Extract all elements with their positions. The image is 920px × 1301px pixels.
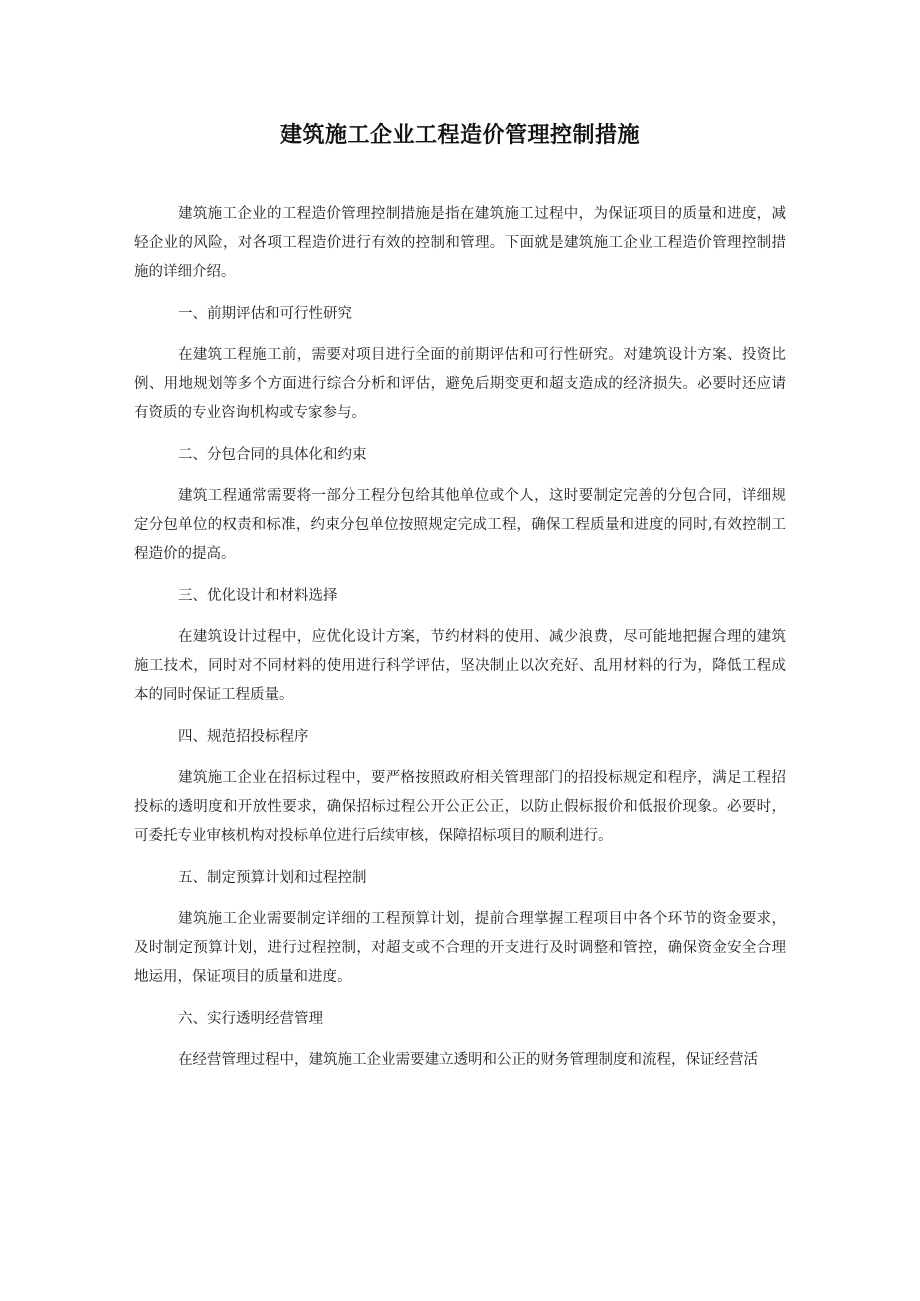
section-heading-4: 四、规范招投标程序 [178,729,309,745]
section-body-2: 建筑工程通常需要将一部分工程分包给其他单位或个人，这时要制定完善的分包合同，详细规定分包单位的权责和标准，约束分包单位按照规定完成工程，确保工程质量和进度的同时,有效控制工程造价的提高。 [134,488,786,562]
intro-paragraph: 建筑施工企业的工程造价管理控制措施是指在建筑施工过程中，为保证项目的质量和进度，减轻企业的风险，对各项工程造价进行有效的控制和管理。下面就是建筑施工企业工程造价管理控制措施的详细介绍。 [134,206,786,280]
section-heading-3: 三、优化设计和材料选择 [178,588,338,604]
section-body-4: 建筑施工企业在招标过程中，要严格按照政府相关管理部门的招投标规定和程序，满足工程招投标的透明度和开放性要求，确保招标过程公开公正公正，以防止假标报价和低报价现象。必要时，可委托专业审核机构对投标单位进行后续审核，保障招标项目的顺利进行。 [134,770,786,844]
section-body-3: 在建筑设计过程中，应优化设计方案，节约材料的使用、减少浪费，尽可能地把握合理的建筑施工技术，同时对不同材料的使用进行科学评估，坚决制止以次充好、乱用材料的行为，降低工程成本的同时保证工程质量。 [134,629,786,703]
section-body-6: 在经营管理过程中，建筑施工企业需要建立透明和公正的财务管理制度和流程，保证经营活 [178,1052,758,1068]
section-heading-5: 五、制定预算计划和过程控制 [178,870,367,886]
section-heading-6: 六、实行透明经营管理 [178,1011,323,1027]
document-body [134,200,786,1075]
section-heading-1: 一、前期评估和可行性研究 [178,306,352,322]
section-body-5: 建筑施工企业需要制定详细的工程预算计划，提前合理掌握工程项目中各个环节的资金要求，及时制定预算计划，进行过程控制，对超支或不合理的开支进行及时调整和管控，确保资金安全合理地运用，保证项目的质量和进度。 [134,911,786,985]
document-title: 建筑施工企业工程造价管理控制措施 [279,123,640,148]
section-body-1: 在建筑工程施工前，需要对项目进行全面的前期评估和可行性研究。对建筑设计方案、投资比例、用地规划等多个方面进行综合分析和评估，避免后期变更和超支造成的经济损失。必要时还应请有资质的专业咨询机构或专家参与。 [134,347,786,421]
section-heading-2: 二、分包合同的具体化和约束 [178,447,367,463]
